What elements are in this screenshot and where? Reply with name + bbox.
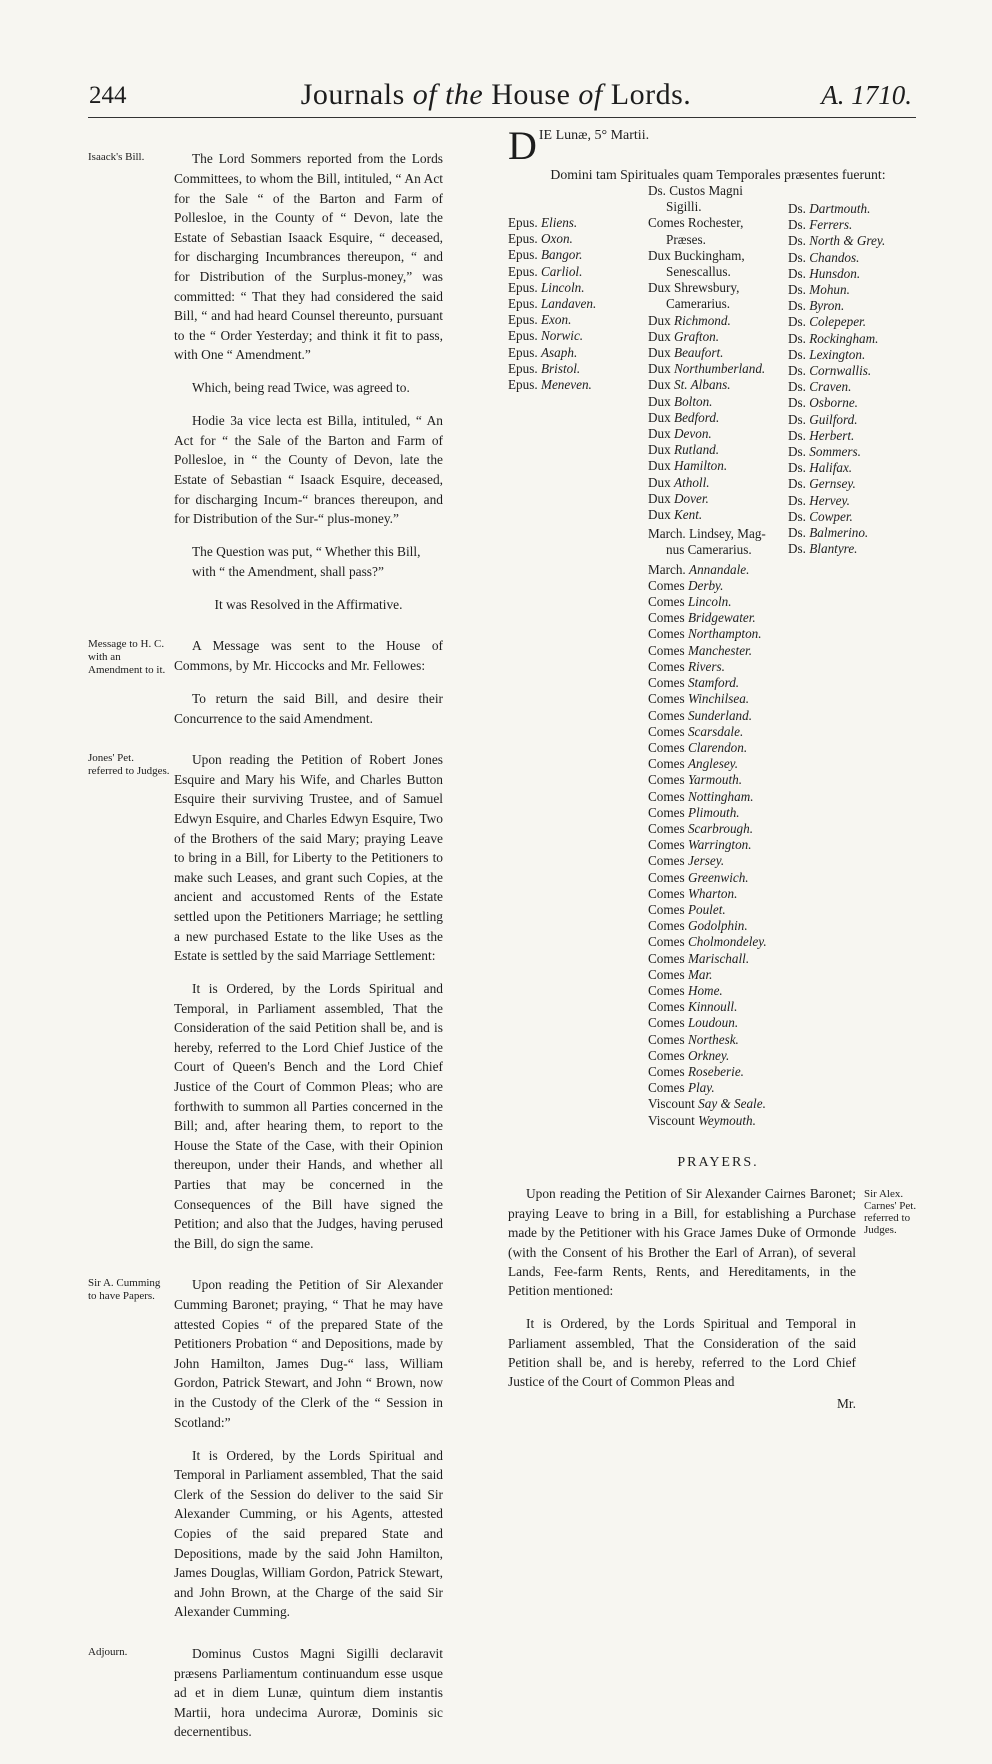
attendee-entry: Dux Bolton. (648, 393, 713, 409)
attendee-entry: Comes Rivers. (648, 658, 725, 674)
prayers-section (508, 1155, 928, 1421)
margin-note: Isaack's Bill. (88, 151, 145, 164)
attendee-entry: Epus. Asaph. (508, 344, 578, 360)
attendee-entry: Ds. Craven. (788, 379, 852, 395)
section-message (88, 636, 443, 728)
attendee-entry: Ds. Balmerino. (788, 525, 869, 541)
attendee-entry: Dux Richmond. (648, 312, 731, 328)
attendee-entry: Ds. Hunsdon. (788, 265, 861, 281)
margin-note: Adjourn. (88, 1645, 128, 1658)
attendee-entry: Senescallus. (666, 264, 731, 280)
day-heading: D IE Lunæ, 5° Martii. (508, 123, 650, 168)
message-paragraph: To return the said Bill, and desire their Concurrence to the said Amendment. (174, 691, 443, 726)
attendee-entry: Comes Cholmondeley. (648, 934, 767, 950)
attendee-entry: Ds. Sommers. (788, 444, 861, 460)
barons-list (788, 201, 885, 557)
attendee-entry: Comes Clarendon. (648, 739, 748, 755)
page-header (0, 78, 992, 114)
question-paragraph: The Question was put, “ Whether this Bill, with “ the Amendment, shall pass?” (192, 544, 421, 579)
attendee-entry: Comes Manchester. (648, 642, 753, 658)
petition-paragraph: Upon reading the Petition of Sir Alexander Cumming Baronet; praying, “ That he may have attested Copies “ of the prepared State of the Petitioners Probation “ and Depositions, made by John Hamilton, James Dug-“ lass, William Gordon, Patrick Stewart, and John “ Brown, now in the Custody of the Clerk of the “ Session in Scotland:” (174, 1277, 443, 1430)
attendee-entry: Comes Winchilsea. (648, 691, 750, 707)
attendee-entry: Ds. Mohun. (788, 282, 850, 298)
attendee-entry: Præses. (666, 231, 706, 247)
attendee-entry: Dux Grafton. (648, 328, 720, 344)
attendee-entry: Comes Scarsdale. (648, 723, 744, 739)
third-reading-paragraph: Hodie 3a vice lecta est Billa, intituled, “ An Act for “ the Sale of the Barton and Farm of Pollesloe, in “ the County of Devon, late the Estate of Sebastian “ Isaack Esquire, deceased, for discharging Incum-“ brances thereupon, and for Distribution of the Sur-“ plus-money.” (174, 413, 443, 527)
section-adjourn (88, 1644, 443, 1742)
attendee-entry: Dux Northumberland. (648, 361, 766, 377)
attendee-entry: Dux Hamilton. (648, 458, 728, 474)
attendee-entry: Comes Warrington. (648, 837, 752, 853)
attendee-entry: Comes Rochester, (648, 215, 744, 231)
attendee-entry: Comes Plimouth. (648, 804, 740, 820)
section-jones-petition (88, 750, 443, 1253)
report-paragraph: The Lord Sommers reported from the Lords Committees, to whom the Bill, intituled, “ An Act for the Sale “ of the Barton and Farm of Pollesloe, in the County of “ Devon, late the Estate of Sebastian Isaack Esquire, “ deceased, for discharging Incumbrances thereupon, “ and for Distribution of the Surplus-money,” was committed: “ That they had considered the said Bill, “ and had heard Counsel thereunto, pursuant to the “ Order Yesterday; and think it fit to pass, with One “ Amendment.” (174, 151, 443, 363)
attendee-entry: Viscount Say & Seale. (648, 1096, 766, 1112)
attendee-entry: Ds. Dartmouth. (788, 201, 871, 216)
attendee-entry: Dux Kent. (648, 507, 703, 523)
attendee-entry: Comes Loudoun. (648, 1015, 739, 1031)
attendee-entry: Epus. Bangor. (508, 247, 583, 263)
peers-list (648, 183, 798, 1129)
attendee-entry: Ds. Guilford. (788, 411, 858, 427)
attendee-entry: Ds. Blantyre. (788, 541, 858, 557)
attendee-entry: Ds. Gernsey. (788, 476, 856, 492)
attendee-entry: Epus. Lincoln. (508, 279, 585, 295)
resolved-paragraph: It was Resolved in the Affirmative. (214, 596, 403, 612)
attendance-lists (508, 183, 928, 1128)
attendee-entry: Comes Northampton. (648, 626, 762, 642)
attendee-entry: Ds. Colepeper. (788, 314, 867, 330)
page-title: Journals of the House of Lords. (300, 78, 692, 111)
message-paragraph: A Message was sent to the House of Commons, by Mr. Hiccocks and Mr. Fellowes: (174, 638, 443, 674)
header-rule (88, 117, 916, 118)
attendance-heading: Domini tam Spirituales quam Temporales præsentes fuerunt: (550, 167, 886, 182)
attendee-entry: Epus. Oxon. (508, 231, 573, 247)
margin-note: Sir A. Cumming to have Papers. (88, 1277, 161, 1303)
year-label: A. 1710. (821, 80, 912, 110)
attendee-entry: Ds. Rockingham. (788, 330, 879, 346)
attendee-entry: Dux Shrewsbury, (648, 280, 740, 296)
attendee-entry: March. Lindsey, Mag- (648, 526, 766, 542)
attendee-entry: Comes Anglesey. (648, 756, 739, 772)
adjourn-paragraph: Dominus Custos Magni Sigilli declaravit præsens Parliamentum continuandum esse usque ad et in diem Lunæ, quintum diem instantis Martii, hora undecima Auroræ, Dominis sic decernentibus. (174, 1645, 443, 1740)
page-number: 244 (89, 82, 127, 109)
attendee-entry: Comes Marischall. (648, 950, 750, 966)
attendee-entry: Dux Buckingham, (648, 247, 745, 263)
attendee-entry: Comes Godolphin. (648, 918, 748, 934)
right-column (508, 123, 928, 1128)
attendee-entry: Comes Orkney. (648, 1047, 730, 1063)
attendee-entry: Epus. Norwic. (508, 328, 584, 344)
margin-note: Message to H. C. with an Amendment to it. (88, 638, 166, 677)
left-column (88, 136, 443, 1764)
attendee-entry: Epus. Carliol. (508, 263, 583, 279)
attendee-entry: Comes Derby. (648, 577, 724, 593)
attendee-entry: Comes Greenwich. (648, 869, 749, 885)
section-cumming-papers (88, 1275, 443, 1621)
attendee-entry: Comes Bridgewater. (648, 610, 756, 626)
attendee-entry: Epus. Meneven. (508, 377, 592, 393)
attendee-entry: Dux Bedford. (648, 409, 720, 425)
attendee-entry: Viscount Weymouth. (648, 1112, 756, 1128)
attendee-entry: Comes Mar. (648, 966, 713, 982)
order-paragraph: It is Ordered, by the Lords Spiritual and Temporal, in Parliament assembled, That the Consideration of the said Petition shall be, and is hereby, referred to the Lord Chief Justice of the Court of Queen's Bench and the Lord Chief Justice of the Court of Common Pleas; who are forthwith to summon all Parties concerned in the Bill; and, after hearing them, to report to the House the State of the Case, with their Opinion thereupon, under their Hands, and whether all Parties that may be concerned in the Consequences of the Bill have signed the Petition; and also that the Judges, having perused the Bill, do sign the same. (174, 981, 443, 1251)
attendee-entry: Ds. Herbert. (788, 427, 855, 443)
attendee-entry: Dux Rutland. (648, 442, 720, 458)
attendee-entry: March. Annandale. (648, 561, 750, 577)
section-cairnes-petition (508, 1184, 928, 1413)
order-paragraph: It is Ordered, by the Lords Spiritual and Temporal in Parliament assembled, That the Consideration of the said Petition shall be, and is hereby, referred to the Lord Chief Justice of the Court of Common Pleas and (508, 1316, 856, 1390)
catchword: Mr. (837, 1395, 856, 1411)
attendee-entry: Ds. Cornwallis. (788, 363, 872, 379)
attendee-entry: Epus. Eliens. (508, 215, 578, 230)
attendee-entry: Dux Dover. (648, 490, 709, 506)
attendee-entry: Comes Scarbrough. (648, 820, 754, 836)
attendee-entry: Ds. Cowper. (788, 508, 853, 524)
attendee-entry: Comes Poulet. (648, 901, 726, 917)
attendee-entry: Dux Beaufort. (648, 345, 724, 361)
bishops-list (508, 215, 596, 393)
attendee-entry: Comes Northesk. (648, 1031, 739, 1047)
attendee-entry: Ds. Hervey. (788, 492, 850, 508)
attendee-entry: Ds. Custos Magni (648, 183, 743, 198)
attendee-entry: Ds. Byron. (788, 298, 845, 314)
attendee-entry: Comes Stamford. (648, 675, 740, 691)
attendee-entry: Comes Roseberie. (648, 1063, 744, 1079)
attendee-entry: Sigilli. (666, 199, 702, 215)
attendee-entry: Ds. Ferrers. (788, 217, 853, 233)
attendee-entry: Epus. Landaven. (508, 296, 597, 312)
attendee-entry: Ds. Chandos. (788, 249, 860, 265)
drop-capital: D (508, 123, 537, 168)
attendee-entry: Comes Lincoln. (648, 594, 732, 610)
attendee-entry: Dux Devon. (648, 426, 712, 442)
attendee-entry: Dux Atholl. (648, 474, 710, 490)
attendee-entry: Ds. North & Grey. (788, 233, 886, 249)
attendee-entry: Dux St. Albans. (648, 377, 731, 393)
attendee-entry: Epus. Exon. (508, 312, 572, 328)
attendee-entry: Comes Sunderland. (648, 707, 753, 723)
attendee-entry: Comes Kinnoull. (648, 999, 738, 1015)
attendee-entry: Comes Home. (648, 982, 723, 998)
attendee-entry: Comes Wharton. (648, 885, 738, 901)
petition-paragraph: Upon reading the Petition of Robert Jones Esquire and Mary his Wife, and Charles Button Esquire their surviving Trustee, and of Samuel Edwyn Esquire, and Charles Edwyn Esquire, Two of the Brothers of the said Mary; praying Leave to bring in a Bill, for Liberty to the Petitioners to make such Leases, and grant such Copies, at the ancient and accustomed Rents of the Estate settled upon the Petitioners Marriage; he settling a new purchased Estate to the like Uses as the Estate is settled by the said Marriage Settlement: (174, 752, 443, 964)
attendee-entry: Comes Nottingham. (648, 788, 754, 804)
attendee-entry: Comes Jersey. (648, 853, 725, 869)
attendee-entry: Epus. Bristol. (508, 360, 581, 376)
attendee-entry: Ds. Lexington. (788, 346, 866, 362)
attendee-entry: Comes Yarmouth. (648, 772, 743, 788)
prayers-heading: PRAYERS. (677, 1155, 759, 1170)
agreed-paragraph: Which, being read Twice, was agreed to. (192, 380, 410, 396)
attendee-entry: nus Camerarius. (666, 542, 752, 558)
section-isaacks-bill (88, 149, 443, 614)
order-paragraph: It is Ordered, by the Lords Spiritual and Temporal in Parliament assembled, That the said Clerk of the Session do deliver to the said Sir Alexander Cumming, or his Agents, attested Copies of the said prepared State and Depositions, made by the said John Hamilton, James Douglas, William Gordon, Patrick Stewart, and John Brown, at the Charge of the said Sir Alexander Cumming. (174, 1447, 443, 1620)
attendee-entry: Comes Play. (648, 1080, 715, 1096)
petition-paragraph: Upon reading the Petition of Sir Alexander Cairnes Baronet; praying Leave to bring in a Bill, for establishing a Purchase made by the Petitioner with his Grace James Duke of Ormonde (with the Consent of his Brother the Earl of Arran), of several Lands, Fee-farm Rents, Rents, and Hereditaments, in the Petition mentioned: (508, 1186, 856, 1299)
margin-note: Sir Alex. Carnes' Pet. referred to Judges. (864, 1188, 917, 1237)
attendee-entry: Camerarius. (666, 296, 731, 312)
margin-note: Jones' Pet. referred to Judges. (88, 752, 170, 778)
attendee-entry: Ds. Osborne. (788, 395, 858, 411)
attendee-entry: Ds. Halifax. (788, 460, 853, 476)
